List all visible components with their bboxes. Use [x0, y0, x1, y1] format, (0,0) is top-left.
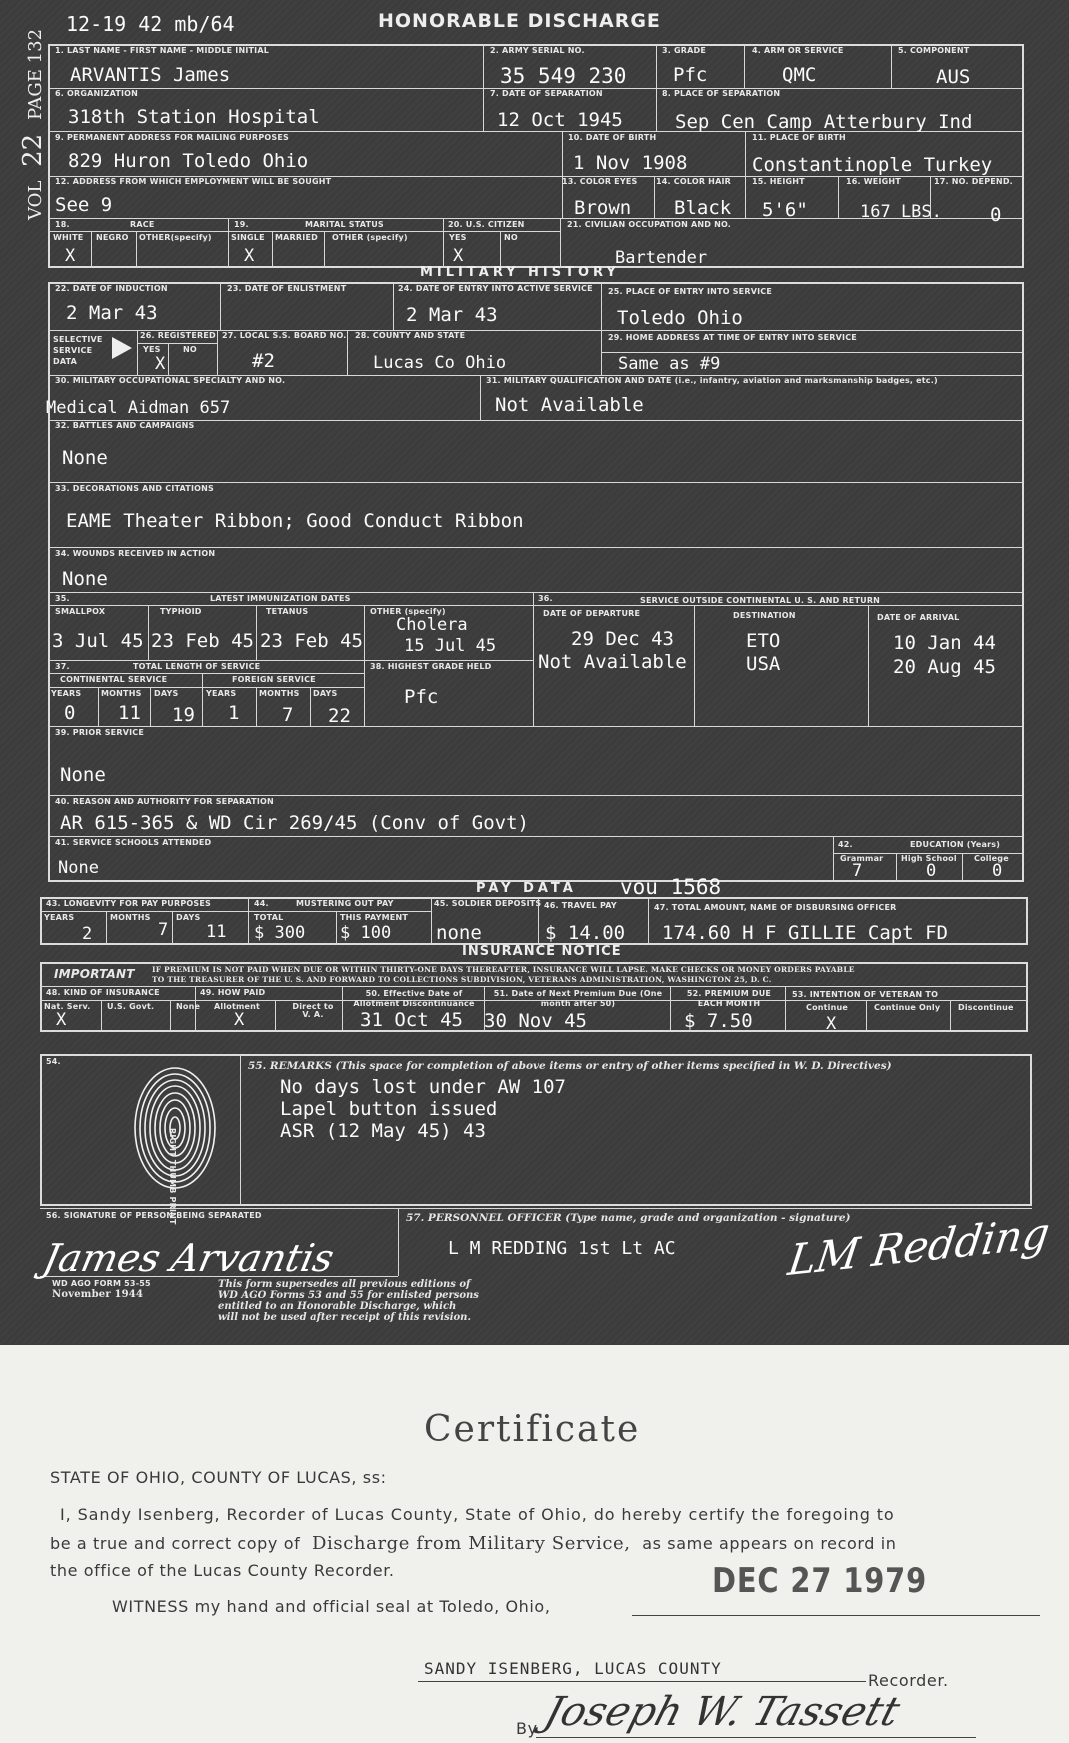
remark-line-2: Lapel button issued	[280, 1098, 498, 1120]
f4-label: 4. ARM OR SERVICE	[752, 46, 844, 55]
home-address-value: Same as #9	[618, 354, 721, 374]
continue-mark: X	[826, 1014, 837, 1034]
f26-label: 26. REGISTERED	[140, 331, 216, 340]
f50-label	[348, 989, 480, 1009]
f7-label: 7. DATE OF SEPARATION	[490, 89, 603, 98]
for-months-label: MONTHS	[259, 689, 300, 698]
supersede-text-3: entitled to an Honorable Discharge, which	[218, 1301, 457, 1312]
f41-label: 41. SERVICE SCHOOLS ATTENDED	[55, 838, 212, 847]
total-length-label: TOTAL LENGTH OF SERVICE	[133, 662, 261, 671]
smallpox-label: SMALLPOX	[55, 607, 106, 616]
direct-label: Direct to V. A.	[292, 1002, 334, 1019]
total-amount-value: 174.60 H F GILLIE Capt FD	[662, 922, 948, 944]
name-value: ARVANTIS James	[70, 64, 231, 86]
induction-date-value: 2 Mar 43	[66, 302, 158, 324]
high-school-label: High School	[901, 854, 957, 863]
citizen-yes-mark: X	[453, 246, 464, 266]
arm-value: QMC	[782, 64, 817, 86]
remark-line-3: ASR (12 May 45) 43	[280, 1120, 486, 1142]
arrival-value-2: 20 Aug 45	[893, 656, 996, 678]
certificate-body-1: I, Sandy Isenberg, Recorder of Lucas County, State of Ohio, do hereby certify the foregoing to	[60, 1505, 895, 1524]
recorder-title: Recorder.	[868, 1671, 949, 1690]
for-days-value: 22	[328, 705, 351, 727]
f52-label	[676, 989, 782, 1009]
departure-value-1: 29 Dec 43	[571, 628, 674, 650]
margin-page: PAGE 132	[25, 28, 46, 121]
this-payment-label: THIS PAYMENT	[340, 913, 409, 922]
f15-label: 15. HEIGHT	[752, 177, 805, 186]
mustering-label: MUSTERING OUT PAY	[296, 899, 394, 908]
decorations-value: EAME Theater Ribbon; Good Conduct Ribbon	[66, 510, 524, 532]
marital-label: MARITAL STATUS	[305, 220, 384, 229]
f12-label: 12. ADDRESS FROM WHICH EMPLOYMENT WILL BE SOUGHT	[55, 177, 332, 186]
smallpox-value: 3 Jul 45	[52, 630, 144, 652]
f16-label: 16. WEIGHT	[846, 177, 901, 186]
f13-label: 13. COLOR EYES	[562, 177, 638, 186]
important-label: IMPORTANT	[54, 967, 135, 981]
important-text-2: TO THE TREASURER OF THE U. S. AND FORWARD TO COLLECTIONS SUBDIVISION, VETERANS ADMINISTRATION, WASHINGTON 25, D. C.	[152, 975, 772, 984]
f20-label: 20. U.S. CITIZEN	[448, 220, 525, 229]
eyes-value: Brown	[574, 197, 632, 219]
registered-yes-mark: X	[155, 354, 166, 374]
f45-label: 45. SOLDIER DEPOSITS	[434, 899, 542, 908]
f21-label: 21. CIVILIAN OCCUPATION AND NO.	[567, 220, 732, 229]
f17-label: 17. NO. DEPEND.	[934, 177, 1013, 186]
college-value: 0	[992, 861, 1003, 881]
destination-value-2: USA	[746, 653, 781, 675]
serial-value: 35 549 230	[500, 64, 627, 88]
nat-serv-label: Nat. Serv.	[44, 1002, 91, 1011]
personnel-officer-value: L M REDDING 1st Lt AC	[448, 1238, 676, 1259]
pay-days-label: DAYS	[176, 913, 201, 922]
college-label: College	[974, 854, 1009, 863]
other-immunization-value-2: 15 Jul 45	[404, 636, 497, 656]
birth-date-value: 1 Nov 1908	[573, 152, 688, 174]
none-label: None	[176, 1002, 201, 1011]
f23-label: 23. DATE OF ENLISTMENT	[227, 284, 347, 293]
f48-label: 48. KIND OF INSURANCE	[46, 988, 160, 997]
race-other-label: OTHER(specify)	[139, 233, 212, 242]
f2-label: 2. ARMY SERIAL NO.	[490, 46, 585, 55]
highest-grade-value: Pfc	[404, 686, 439, 708]
allotment-mark: X	[234, 1010, 245, 1030]
f54-label: 54.	[46, 1057, 61, 1066]
employment-address-value: See 9	[55, 194, 113, 216]
active-service-date-value: 2 Mar 43	[406, 304, 498, 326]
pay-months-value: 7	[158, 920, 169, 940]
cont-months-label: MONTHS	[101, 689, 142, 698]
f24-label: 24. DATE OF ENTRY INTO ACTIVE SERVICE	[398, 284, 593, 293]
f56-label: 56. SIGNATURE OF PERSON BEING SEPARATED	[46, 1211, 262, 1220]
f31-label-text: 31. MILITARY QUALIFICATION AND DATE (i.e., infantry, aviation and marksmanship badges, etc.)	[486, 376, 938, 385]
f11-label: 11. PLACE OF BIRTH	[752, 133, 846, 142]
state-line: STATE OF OHIO, COUNTY OF LUCAS, ss:	[50, 1468, 387, 1487]
for-days-label: DAYS	[313, 689, 338, 698]
personnel-officer-signature: LM Redding	[785, 1207, 1053, 1286]
f42-label: 42.	[838, 840, 853, 849]
cont-years-label: YEARS	[51, 689, 82, 698]
organization-value: 318th Station Hospital	[68, 106, 320, 128]
nat-serv-mark: X	[56, 1010, 67, 1030]
f37-label: 37.	[55, 662, 70, 671]
f39-label: 39. PRIOR SERVICE	[55, 728, 144, 737]
cont-days-value: 19	[172, 704, 195, 726]
citizen-no-label: NO	[504, 233, 518, 242]
marital-married-label: MARRIED	[275, 233, 318, 242]
certificate-body-3: the office of the Lucas County Recorder.	[50, 1561, 395, 1580]
entry-place-value: Toledo Ohio	[617, 307, 743, 329]
page-title: HONORABLE DISCHARGE	[378, 10, 661, 32]
f10-label: 10. DATE OF BIRTH	[568, 133, 657, 142]
dependents-value: 0	[990, 204, 1002, 226]
allotment-label: Allotment	[214, 1002, 261, 1011]
departure-label: DATE OF DEPARTURE	[543, 609, 641, 618]
deposits-value: none	[436, 922, 482, 944]
registered-yes-label: YES	[143, 345, 161, 354]
qualification-value: Not Available	[495, 394, 644, 416]
continue-only-label: Continue Only	[874, 1003, 941, 1012]
form-id-2: November 1944	[52, 1289, 144, 1300]
margin-num: 22	[18, 133, 48, 167]
form-id-1: WD AGO FORM 53-55	[52, 1279, 151, 1288]
pay-data-heading: PAY DATA	[476, 881, 577, 896]
marital-single-mark: X	[244, 246, 255, 266]
allotment-date-value: 31 Oct 45	[360, 1009, 463, 1031]
f25-label: 25. PLACE OF ENTRY INTO SERVICE	[608, 287, 773, 296]
board-value: #2	[252, 350, 275, 372]
total-label: TOTAL	[254, 913, 284, 922]
county-value: Lucas Co Ohio	[373, 353, 507, 373]
service-outside-label: SERVICE OUTSIDE CONTINENTAL U. S. AND RETURN	[640, 596, 881, 605]
f34-label: 34. WOUNDS RECEIVED IN ACTION	[55, 549, 216, 558]
by-label: By	[516, 1719, 538, 1738]
citizen-yes-label: YES	[449, 233, 467, 242]
f3-label: 3. GRADE	[662, 46, 707, 55]
supersede-text-2: WD AGO Forms 53 and 55 for enlisted persons	[218, 1290, 479, 1301]
typhoid-value: 23 Feb 45	[151, 630, 254, 652]
grade-value: Pfc	[673, 64, 708, 86]
immunization-label: LATEST IMMUNIZATION DATES	[210, 594, 351, 603]
arrival-value-1: 10 Jan 44	[893, 632, 996, 654]
f40-label: 40. REASON AND AUTHORITY FOR SEPARATION	[55, 797, 274, 806]
selective-service-label	[53, 334, 113, 367]
cont-years-value: 0	[64, 702, 76, 724]
tetanus-value: 23 Feb 45	[260, 630, 363, 652]
discontinue-label: Discontinue	[958, 1003, 1014, 1012]
f32-label: 32. BATTLES AND CAMPAIGNS	[55, 421, 195, 430]
separation-place-value: Sep Cen Camp Atterbury Ind	[675, 111, 973, 133]
this-payment-value: $ 100	[340, 923, 392, 943]
certificate-body-2	[50, 1533, 897, 1554]
separation-authority-value: AR 615-365 & WD Cir 269/45 (Conv of Govt)	[60, 812, 529, 834]
us-govt-label: U.S. Govt.	[107, 1002, 155, 1011]
f46-label: 46. TRAVEL PAY	[544, 901, 617, 910]
certificate-body-2b: Discharge from Military Service,	[312, 1533, 631, 1554]
f52-label-text: 52. PREMIUM DUE EACH MONTH	[686, 989, 772, 1008]
continental-label: CONTINENTAL SERVICE	[60, 675, 168, 684]
pay-months-label: MONTHS	[110, 913, 151, 922]
birth-place-value: Constantinople Turkey	[752, 154, 993, 176]
address-value: 829 Huron Toledo Ohio	[68, 150, 309, 172]
travel-pay-value: $ 14.00	[545, 922, 626, 944]
cont-days-label: DAYS	[154, 689, 179, 698]
high-school-value: 0	[926, 861, 937, 881]
f22-label: 22. DATE OF INDUCTION	[55, 284, 168, 293]
deputy-signature: Joseph W. Tassett	[539, 1689, 905, 1735]
race-white-mark: X	[65, 246, 76, 266]
remark-line-1: No days lost under AW 107	[280, 1076, 566, 1098]
insurance-heading: INSURANCE NOTICE	[462, 944, 622, 959]
component-value: AUS	[936, 66, 971, 88]
f55-label: 55. REMARKS (This space for completion of above items or entry of other items specified in W. D. Directives)	[248, 1060, 892, 1072]
f1-label: 1. LAST NAME - FIRST NAME - MIDDLE INITIAL	[55, 46, 270, 55]
f30-label: 30. MILITARY OCCUPATIONAL SPECIALTY AND NO.	[55, 376, 286, 385]
f57-label: 57. PERSONNEL OFFICER (Type name, grade and organization - signature)	[406, 1212, 851, 1224]
grammar-value: 7	[852, 861, 863, 881]
f9-label: 9. PERMANENT ADDRESS FOR MAILING PURPOSES	[55, 133, 290, 142]
education-label: EDUCATION (Years)	[910, 840, 1001, 849]
separated-person-signature: James Arvantis	[39, 1236, 338, 1280]
hair-value: Black	[674, 197, 732, 219]
for-years-value: 1	[228, 702, 240, 724]
pay-days-value: 11	[206, 922, 227, 942]
f51-label-text: 51. Date of Next Premium Due (One month after 50)	[493, 989, 663, 1008]
race-white-label: WHITE	[53, 233, 84, 242]
specialty-value: Medical Aidman 657	[46, 398, 231, 418]
f27-label: 27. LOCAL S.S. BOARD NO.	[222, 331, 347, 340]
certificate-body-2a: be a true and correct copy of	[50, 1534, 301, 1553]
battles-value: None	[62, 447, 108, 469]
other-immunization-label: OTHER (specify)	[370, 607, 446, 616]
pay-years-value: 2	[82, 924, 93, 944]
f8-label: 8. PLACE OF SEPARATION	[662, 89, 781, 98]
f44-label: 44.	[254, 899, 269, 908]
recorder-name: SANDY ISENBERG, LUCAS COUNTY	[424, 1659, 722, 1678]
important-text-1: IF PREMIUM IS NOT PAID WHEN DUE OR WITHIN THIRTY-ONE DAYS THEREAFTER, INSURANCE WILL LAPSE. MAKE CHECKS OR MONEY ORDERS PAYABLE	[152, 965, 855, 974]
cont-months-value: 11	[118, 702, 141, 724]
premium-value: $ 7.50	[684, 1010, 753, 1032]
arrow-right-icon	[112, 337, 132, 359]
supersede-text-1: This form supersedes all previous editions of	[218, 1279, 471, 1290]
military-history-heading: MILITARY HISTORY	[420, 265, 620, 280]
f33-label: 33. DECORATIONS AND CITATIONS	[55, 484, 214, 493]
height-value: 5'6"	[762, 199, 808, 221]
grammar-label: Grammar	[840, 854, 884, 863]
continue-label: Continue	[806, 1003, 849, 1012]
military-history-section	[48, 282, 1024, 882]
separation-date-value: 12 Oct 1945	[497, 109, 623, 131]
wounds-value: None	[62, 568, 108, 590]
registered-no-label: NO	[183, 345, 197, 354]
race-label: RACE	[130, 220, 155, 229]
f18-label: 18.	[55, 220, 70, 229]
weight-value: 167 LBS.	[860, 202, 942, 222]
margin-vol: VOL	[25, 180, 46, 220]
certificate-body-2c: as same appears on record in	[642, 1534, 897, 1553]
date-stamp: DEC 27 1979	[712, 1561, 928, 1601]
typhoid-label: TYPHOID	[160, 607, 202, 616]
pay-years-label: YEARS	[44, 913, 75, 922]
schools-value: None	[58, 858, 99, 878]
f28-label: 28. COUNTY AND STATE	[355, 331, 466, 340]
arrival-label: DATE OF ARRIVAL	[877, 613, 960, 622]
f51-label	[490, 989, 666, 1009]
f29-label: 29. HOME ADDRESS AT TIME OF ENTRY INTO SERVICE	[608, 333, 857, 342]
marital-single-label: SINGLE	[231, 233, 265, 242]
f50-label-text: 50. Effective Date of Allotment Discontinuance	[353, 989, 475, 1008]
race-negro-label: NEGRO	[96, 233, 129, 242]
f47-label: 47. TOTAL AMOUNT, NAME OF DISBURSING OFFICER	[654, 903, 897, 912]
thumb-print-text: RIGHT THUMB PRINT	[168, 1128, 177, 1225]
for-months-value: 7	[282, 704, 294, 726]
for-years-label: YEARS	[206, 689, 237, 698]
marital-other-label: OTHER (specify)	[332, 233, 408, 242]
f36-label: 36.	[538, 594, 553, 603]
recorder-certificate	[0, 1345, 1069, 1743]
f49-label: 49. HOW PAID	[200, 988, 266, 997]
f43-label: 43. LONGEVITY FOR PAY PURPOSES	[46, 899, 212, 908]
f19-label: 19.	[234, 220, 249, 229]
prior-service-value: None	[60, 764, 106, 786]
margin-volume-stamp	[18, 20, 48, 220]
departure-value-2: Not Available	[538, 651, 687, 673]
total-value: $ 300	[254, 923, 306, 943]
f38-label: 38. HIGHEST GRADE HELD	[370, 662, 492, 671]
certificate-title: Certificate	[424, 1409, 641, 1450]
witness-line: WITNESS my hand and official seal at Toledo, Ohio,	[112, 1597, 551, 1616]
destination-value-1: ETO	[746, 630, 781, 652]
destination-label: DESTINATION	[733, 611, 796, 620]
selective-service-text: SELECTIVE SERVICE DATA	[53, 335, 103, 366]
occupation-value: Bartender	[615, 248, 708, 268]
f6-label: 6. ORGANIZATION	[55, 89, 139, 98]
f14-label: 14. COLOR HAIR	[656, 177, 732, 186]
other-immunization-value-1: Cholera	[396, 615, 468, 635]
f31-label	[486, 377, 938, 385]
voucher-number: vou 1568	[620, 875, 722, 899]
f5-label: 5. COMPONENT	[898, 46, 970, 55]
foreign-label: FOREIGN SERVICE	[232, 675, 316, 684]
f35-label: 35.	[55, 594, 70, 603]
f53-label: 53. INTENTION OF VETERAN TO	[792, 990, 939, 999]
premium-due-date-value: 30 Nov 45	[484, 1010, 587, 1032]
tetanus-label: TETANUS	[266, 607, 309, 616]
supersede-text-4: will not be used after receipt of this revision.	[218, 1312, 471, 1323]
top-left-note: 12-19 42 mb/64	[66, 12, 235, 36]
